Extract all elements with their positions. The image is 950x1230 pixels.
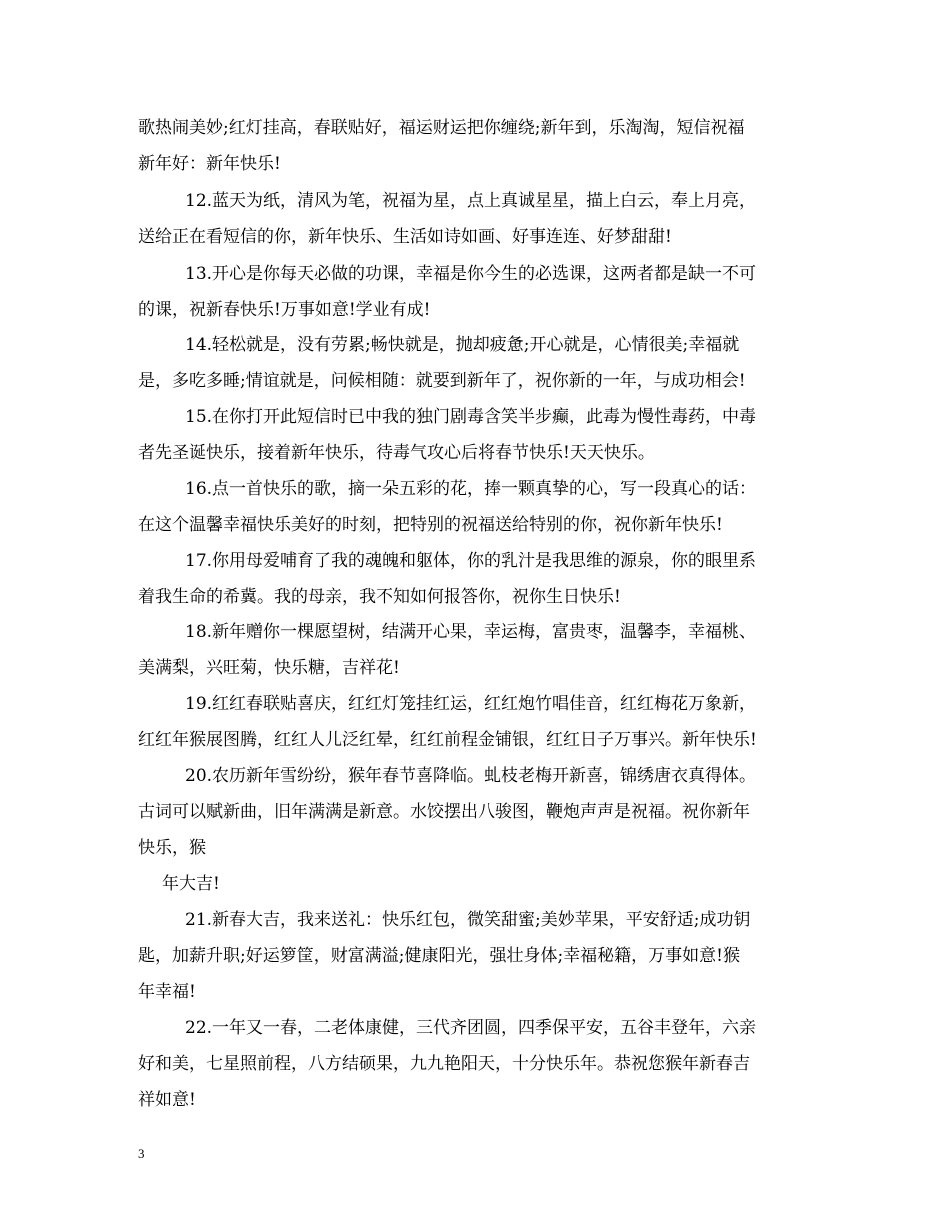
text-line: 送给正在看短信的你，新年快乐、生活如诗如画、好事连连、好梦甜甜! [138, 227, 672, 247]
text-line: 20.农历新年雪纷纷，猴年春节喜降临。虬枝老梅开新喜，锦绣唐衣真得体。 [185, 766, 757, 786]
text-line: 14.轻松就是，没有劳累;畅快就是，抛却疲惫;开心就是，心情很美;幸福就 [185, 335, 740, 355]
text-line: 祥如意! [138, 1090, 196, 1110]
page-number: 3 [138, 1146, 145, 1161]
text-line: 年大吉! [162, 874, 220, 894]
text-line: 的课，祝新春快乐!万事如意!学业有成! [138, 300, 431, 320]
text-line: 16.点一首快乐的歌，摘一朵五彩的花，捧一颗真挚的心，写一段真心的话： [185, 479, 757, 499]
text-line: 着我生命的希冀。我的母亲，我不知如何报答你，祝你生日快乐! [138, 587, 621, 607]
text-line: 在这个温馨幸福快乐美好的时刻，把特别的祝福送给特别的你，祝你新年快乐! [138, 515, 723, 535]
text-line: 19.红红春联贴喜庆，红红灯笼挂红运，红红炮竹唱佳音，红红梅花万象新， [185, 694, 757, 714]
text-line: 红红年猴展图腾，红红人儿泛红晕，红红前程金铺银，红红日子万事兴。新年快乐! [138, 730, 757, 750]
text-line: 歌热闹美妙;红灯挂高，春联贴好，福运财运把你缠绕;新年到，乐淘淘，短信祝福 [138, 118, 745, 138]
text-line: 21.新春大吉，我来送礼：快乐红包，微笑甜蜜;美妙苹果，平安舒适;成功钥 [185, 910, 751, 930]
text-line: 美满梨，兴旺菊，快乐糖，吉祥花! [138, 658, 400, 678]
text-line: 好和美，七星照前程，八方结硕果，九九艳阳天，十分快乐年。恭祝您猴年新春吉 [138, 1054, 750, 1074]
text-line: 13.开心是你每天必做的功课，幸福是你今生的必选课，这两者都是缺一不可 [185, 264, 757, 284]
text-line: 12.蓝天为纸，清风为笔，祝福为星，点上真诚星星，描上白云，奉上月亮， [185, 191, 757, 211]
text-line: 17.你用母爱哺育了我的魂魄和躯体，你的乳汁是我思维的源泉，你的眼里系 [185, 551, 757, 571]
text-line: 快乐，猴 [138, 838, 206, 858]
text-line: 是，多吃多睡;情谊就是，问候相随：就要到新年了，祝你新的一年，与成功相会! [138, 371, 746, 391]
text-line: 者先圣诞快乐，接着新年快乐，待毒气攻心后将春节快乐!天天快乐。 [138, 443, 655, 463]
text-line: 年幸福! [138, 982, 196, 1002]
text-line: 新年好：新年快乐! [138, 154, 281, 174]
text-line: 15.在你打开此短信时已中我的独门剧毒含笑半步癫，此毒为慢性毒药，中毒 [185, 407, 757, 427]
text-line: 古词可以赋新曲，旧年满满是新意。水饺摆出八骏图，鞭炮声声是祝福。祝你新年 [138, 802, 750, 822]
text-line: 匙，加薪升职;好运箩筐，财富满溢;健康阳光，强壮身体;幸福秘籍，万事如意!猴 [138, 946, 741, 966]
text-line: 18.新年赠你一棵愿望树，结满开心果，幸运梅，富贵枣，温馨李，幸福桃、 [185, 622, 757, 642]
text-line: 22.一年又一春，二老体康健，三代齐团圆，四季保平安，五谷丰登年，六亲 [185, 1018, 757, 1038]
